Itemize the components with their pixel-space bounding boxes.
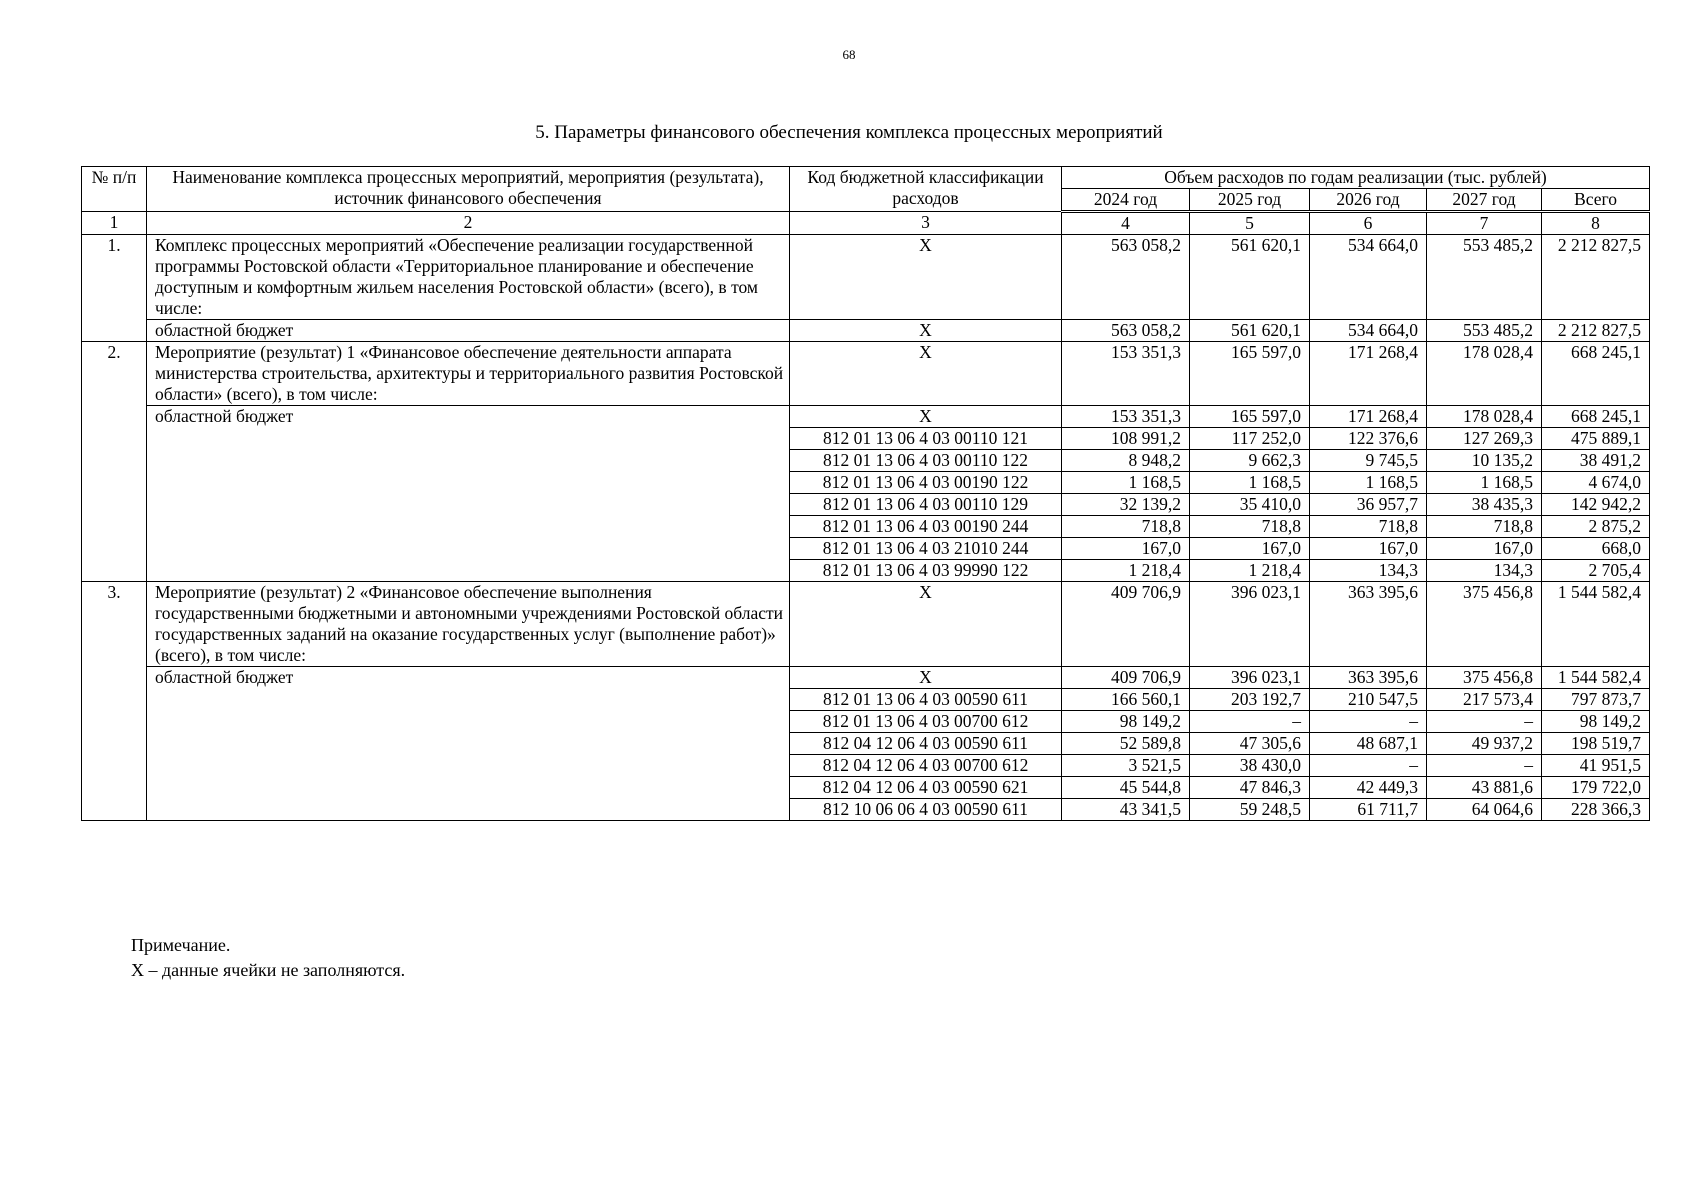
year-value: 553 485,2 [1427, 235, 1542, 320]
year-value: 9 745,5 [1310, 450, 1427, 472]
year-value: 153 351,3 [1062, 406, 1190, 428]
budget-code: X [790, 582, 1062, 667]
year-value: 363 395,6 [1310, 582, 1427, 667]
section-name: Комплекс процессных мероприятий «Обеспечение реализации государственной программы Ростовской области «Территориальное планирование и обеспечение доступным и комфортным жильем населения Ростовской области» (всего), в том числе: [147, 235, 790, 320]
year-value: 210 547,5 [1310, 689, 1427, 711]
total-value: 41 951,5 [1542, 755, 1650, 777]
section-row [82, 342, 1650, 406]
year-value: 167,0 [1310, 538, 1427, 560]
year-value: 534 664,0 [1310, 320, 1427, 342]
year-value: 38 430,0 [1190, 755, 1310, 777]
total-value: 2 212 827,5 [1542, 235, 1650, 320]
total-value: 475 889,1 [1542, 428, 1650, 450]
year-value: 1 218,4 [1190, 560, 1310, 582]
funding-source: областной бюджет [147, 320, 790, 342]
year-value: 718,8 [1310, 516, 1427, 538]
budget-code: 812 04 12 06 4 03 00590 621 [790, 777, 1062, 799]
header-row-1 [82, 167, 1650, 189]
table-row [82, 406, 1650, 428]
header-year: 2025 год [1190, 189, 1310, 212]
year-value: 10 135,2 [1427, 450, 1542, 472]
year-value: 718,8 [1190, 516, 1310, 538]
year-value: 47 305,6 [1190, 733, 1310, 755]
table-row [82, 320, 1650, 342]
year-value: 1 168,5 [1190, 472, 1310, 494]
year-value: 171 268,4 [1310, 342, 1427, 406]
year-value: 363 395,6 [1310, 667, 1427, 689]
year-value: 178 028,4 [1427, 406, 1542, 428]
year-value: 167,0 [1190, 538, 1310, 560]
column-number: 4 [1062, 212, 1190, 235]
total-value: 1 544 582,4 [1542, 582, 1650, 667]
notes-heading: Примечание. [131, 935, 231, 955]
total-value: 198 519,7 [1542, 733, 1650, 755]
total-value: 38 491,2 [1542, 450, 1650, 472]
notes [131, 933, 405, 983]
year-value: 718,8 [1062, 516, 1190, 538]
year-value: 561 620,1 [1190, 235, 1310, 320]
year-value: 36 957,7 [1310, 494, 1427, 516]
budget-code: X [790, 342, 1062, 406]
budget-code: X [790, 667, 1062, 689]
year-value: – [1310, 711, 1427, 733]
budget-code: 812 04 12 06 4 03 00590 611 [790, 733, 1062, 755]
year-value: 167,0 [1427, 538, 1542, 560]
year-value: 43 341,5 [1062, 799, 1190, 821]
column-number: 3 [790, 212, 1062, 235]
total-value: 1 544 582,4 [1542, 667, 1650, 689]
year-value: 178 028,4 [1427, 342, 1542, 406]
notes-text: X – данные ячейки не заполняются. [131, 960, 406, 980]
column-number: 1 [82, 212, 147, 235]
year-value: 59 248,5 [1190, 799, 1310, 821]
budget-code: 812 01 13 06 4 03 00110 121 [790, 428, 1062, 450]
section-row [82, 235, 1650, 320]
header-volume: Объем расходов по годам реализации (тыс. рублей) [1062, 167, 1650, 189]
year-value: – [1190, 711, 1310, 733]
budget-code: X [790, 235, 1062, 320]
page-number: 68 [842, 47, 856, 62]
header-name: Наименование комплекса процессных мероприятий, мероприятия (результата), источник финансового обеспечения [147, 167, 790, 212]
section-number: 1. [82, 235, 147, 342]
total-value: 2 875,2 [1542, 516, 1650, 538]
year-value: 47 846,3 [1190, 777, 1310, 799]
year-value: 42 449,3 [1310, 777, 1427, 799]
column-number: 2 [147, 212, 790, 235]
section-number: 3. [82, 582, 147, 821]
header-year: 2027 год [1427, 189, 1542, 212]
year-value: 171 268,4 [1310, 406, 1427, 428]
year-value: 48 687,1 [1310, 733, 1427, 755]
budget-code: 812 04 12 06 4 03 00700 612 [790, 755, 1062, 777]
budget-code: 812 01 13 06 4 03 00700 612 [790, 711, 1062, 733]
total-value: 668 245,1 [1542, 342, 1650, 406]
year-value: 45 544,8 [1062, 777, 1190, 799]
year-value: 134,3 [1310, 560, 1427, 582]
budget-code: 812 01 13 06 4 03 21010 244 [790, 538, 1062, 560]
year-value: 563 058,2 [1062, 320, 1190, 342]
year-value: 563 058,2 [1062, 235, 1190, 320]
total-value: 2 212 827,5 [1542, 320, 1650, 342]
year-value: 167,0 [1062, 538, 1190, 560]
year-value: 43 881,6 [1427, 777, 1542, 799]
column-numbers-row [82, 212, 1650, 235]
year-value: 561 620,1 [1190, 320, 1310, 342]
year-value: 1 168,5 [1427, 472, 1542, 494]
total-value: 668,0 [1542, 538, 1650, 560]
year-value: 108 991,2 [1062, 428, 1190, 450]
year-value: 375 456,8 [1427, 667, 1542, 689]
year-value: 1 168,5 [1310, 472, 1427, 494]
year-value: 165 597,0 [1190, 406, 1310, 428]
budget-code: X [790, 406, 1062, 428]
year-value: 127 269,3 [1427, 428, 1542, 450]
year-value: 203 192,7 [1190, 689, 1310, 711]
year-value: – [1427, 755, 1542, 777]
funding-source: областной бюджет [147, 667, 790, 821]
total-value: 668 245,1 [1542, 406, 1650, 428]
header-total: Всего [1542, 189, 1650, 212]
year-value: 38 435,3 [1427, 494, 1542, 516]
year-value: 35 410,0 [1190, 494, 1310, 516]
year-value: 117 252,0 [1190, 428, 1310, 450]
table-title: 5. Параметры финансового обеспечения комплекса процессных мероприятий [535, 122, 1163, 143]
section-row [82, 582, 1650, 667]
budget-code: 812 01 13 06 4 03 00110 122 [790, 450, 1062, 472]
budget-code: X [790, 320, 1062, 342]
column-number: 7 [1427, 212, 1542, 235]
header-code: Код бюджетной классификации расходов [790, 167, 1062, 212]
funding-source: областной бюджет [147, 406, 790, 582]
year-value: 165 597,0 [1190, 342, 1310, 406]
year-value: 217 573,4 [1427, 689, 1542, 711]
year-value: 134,3 [1427, 560, 1542, 582]
section-number: 2. [82, 342, 147, 582]
total-value: 98 149,2 [1542, 711, 1650, 733]
total-value: 2 705,4 [1542, 560, 1650, 582]
column-number: 6 [1310, 212, 1427, 235]
year-value: 8 948,2 [1062, 450, 1190, 472]
column-number: 8 [1542, 212, 1650, 235]
year-value: – [1310, 755, 1427, 777]
year-value: 553 485,2 [1427, 320, 1542, 342]
budget-code: 812 01 13 06 4 03 00590 611 [790, 689, 1062, 711]
year-value: 153 351,3 [1062, 342, 1190, 406]
section-name: Мероприятие (результат) 1 «Финансовое обеспечение деятельности аппарата министерства строительства, архитектуры и территориального развития Ростовской области» (всего), в том числе: [147, 342, 790, 406]
table-row [82, 667, 1650, 689]
year-value: 409 706,9 [1062, 582, 1190, 667]
year-value: 718,8 [1427, 516, 1542, 538]
total-value: 4 674,0 [1542, 472, 1650, 494]
total-value: 142 942,2 [1542, 494, 1650, 516]
year-value: 396 023,1 [1190, 582, 1310, 667]
year-value: 166 560,1 [1062, 689, 1190, 711]
year-value: 122 376,6 [1310, 428, 1427, 450]
year-value: 52 589,8 [1062, 733, 1190, 755]
total-value: 179 722,0 [1542, 777, 1650, 799]
year-value: 49 937,2 [1427, 733, 1542, 755]
budget-code: 812 01 13 06 4 03 00190 122 [790, 472, 1062, 494]
year-value: 64 064,6 [1427, 799, 1542, 821]
year-value: 396 023,1 [1190, 667, 1310, 689]
total-value: 797 873,7 [1542, 689, 1650, 711]
header-year: 2024 год [1062, 189, 1190, 212]
year-value: – [1427, 711, 1542, 733]
year-value: 98 149,2 [1062, 711, 1190, 733]
year-value: 9 662,3 [1190, 450, 1310, 472]
budget-code: 812 01 13 06 4 03 99990 122 [790, 560, 1062, 582]
year-value: 1 168,5 [1062, 472, 1190, 494]
column-number: 5 [1190, 212, 1310, 235]
section-name: Мероприятие (результат) 2 «Финансовое обеспечение выполнения государственными бюджетными и автономными учреждениями Ростовской области государственных заданий на оказание государственных услуг (выполнение работ)» (всего), в том числе: [147, 582, 790, 667]
header-num: № п/п [82, 167, 147, 212]
year-value: 61 711,7 [1310, 799, 1427, 821]
year-value: 1 218,4 [1062, 560, 1190, 582]
total-value: 228 366,3 [1542, 799, 1650, 821]
year-value: 534 664,0 [1310, 235, 1427, 320]
budget-code: 812 01 13 06 4 03 00190 244 [790, 516, 1062, 538]
header-year: 2026 год [1310, 189, 1427, 212]
year-value: 409 706,9 [1062, 667, 1190, 689]
financial-table [81, 166, 1650, 821]
year-value: 3 521,5 [1062, 755, 1190, 777]
year-value: 32 139,2 [1062, 494, 1190, 516]
budget-code: 812 01 13 06 4 03 00110 129 [790, 494, 1062, 516]
budget-code: 812 10 06 06 4 03 00590 611 [790, 799, 1062, 821]
year-value: 375 456,8 [1427, 582, 1542, 667]
